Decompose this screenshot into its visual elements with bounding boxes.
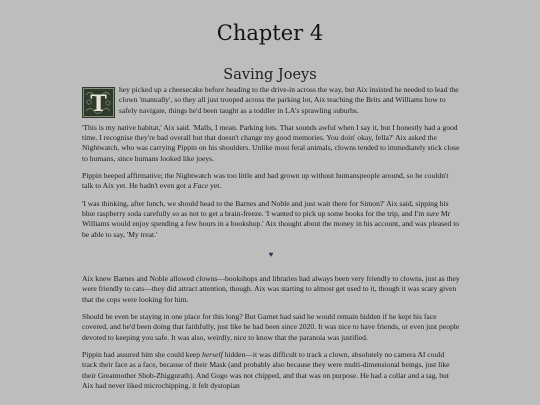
section-break-heart-icon: ♥ xyxy=(268,249,274,259)
dropcap-letter: T xyxy=(90,91,107,117)
paragraph-text: hey picked up a cheesecake before heading to the drive-in across the way, but Aix insisted he needed to lead the clown 'manually', so they all just trooped across the parking lot, Aix teaching the Brits and Williams how to safely navigate, things he'd been taught as a toddler in LA's sprawling suburbs. xyxy=(119,85,459,115)
chapter-title: Chapter 4 xyxy=(216,21,324,45)
paragraph: Pippin had assured him she could keep herself hidden—it was difficult to track a clown, absolutely no camera AI could track their face as a face, because of their Mask (and probably also because they were multi-dimensional beings, just like their Greatmother Shob-Zhiggurath). And Gogo was not chipped, and that was on purpose. He had a collar and a tag, but Aix had never liked microchipping, it felt dystopian xyxy=(82,349,450,390)
paragraph: 'I was thinking, after lunch, we should head to the Barnes and Noble and just wait there for Simon?' Aix said, sipping his blue raspberry soda carefully so as not to get a brain-freeze. 'I wanted to pick up some books for the trip, and I'm sure Mr Williams would enjoy spending a few hours in a bookshop.' Aix thought about the money in his account, and was pleased to be able to say, 'My treat.' xyxy=(82,198,460,239)
paragraph: Should he even be staying in one place for this long? But Garnet had said he would remain hidden if he kept his face covered, and he'd been doing that faithfully, just like he had been since 2020. It was nice to have friends, or even just people devoted to keeping you safe. It was also, weirdly, nice to know that the paranoia was justified. xyxy=(82,312,460,342)
paragraph: 'This is my native habitat,' Aix said. 'Malls, I mean. Parking lots. That sounds awful when I say it, but I honestly had a good time. I recognise they're bad overall but that doesn't change my good memories. You doin' okay, fella?' Aix asked the Nightwatch, who was carrying Pippin on his shoulders. Unlike most feral animals, clowns tended to immediately stick close to humans, since humans looked like joeys. xyxy=(82,122,460,163)
section-title: Saving Joeys xyxy=(223,67,317,83)
paragraph: Pippin beeped affirmative; the Nightwatch was too little and had grown up without humanspeople around, so he couldn't talk to Aix yet. He hadn't even got a Face yet. xyxy=(82,171,449,191)
body-text xyxy=(82,85,460,398)
dropcap-illuminated-letter xyxy=(82,87,115,118)
paragraph xyxy=(82,85,460,116)
paragraph: Aix knew Barnes and Noble allowed clowns—bookshops and libraries had always been very friendly to clowns, just as they were friendly to cats—they did attract attention, though. Aix was starting to almost get used to it, though it was scary given that the cops were looking for him. xyxy=(82,274,460,304)
dropcap-ornament-icon xyxy=(82,87,115,118)
